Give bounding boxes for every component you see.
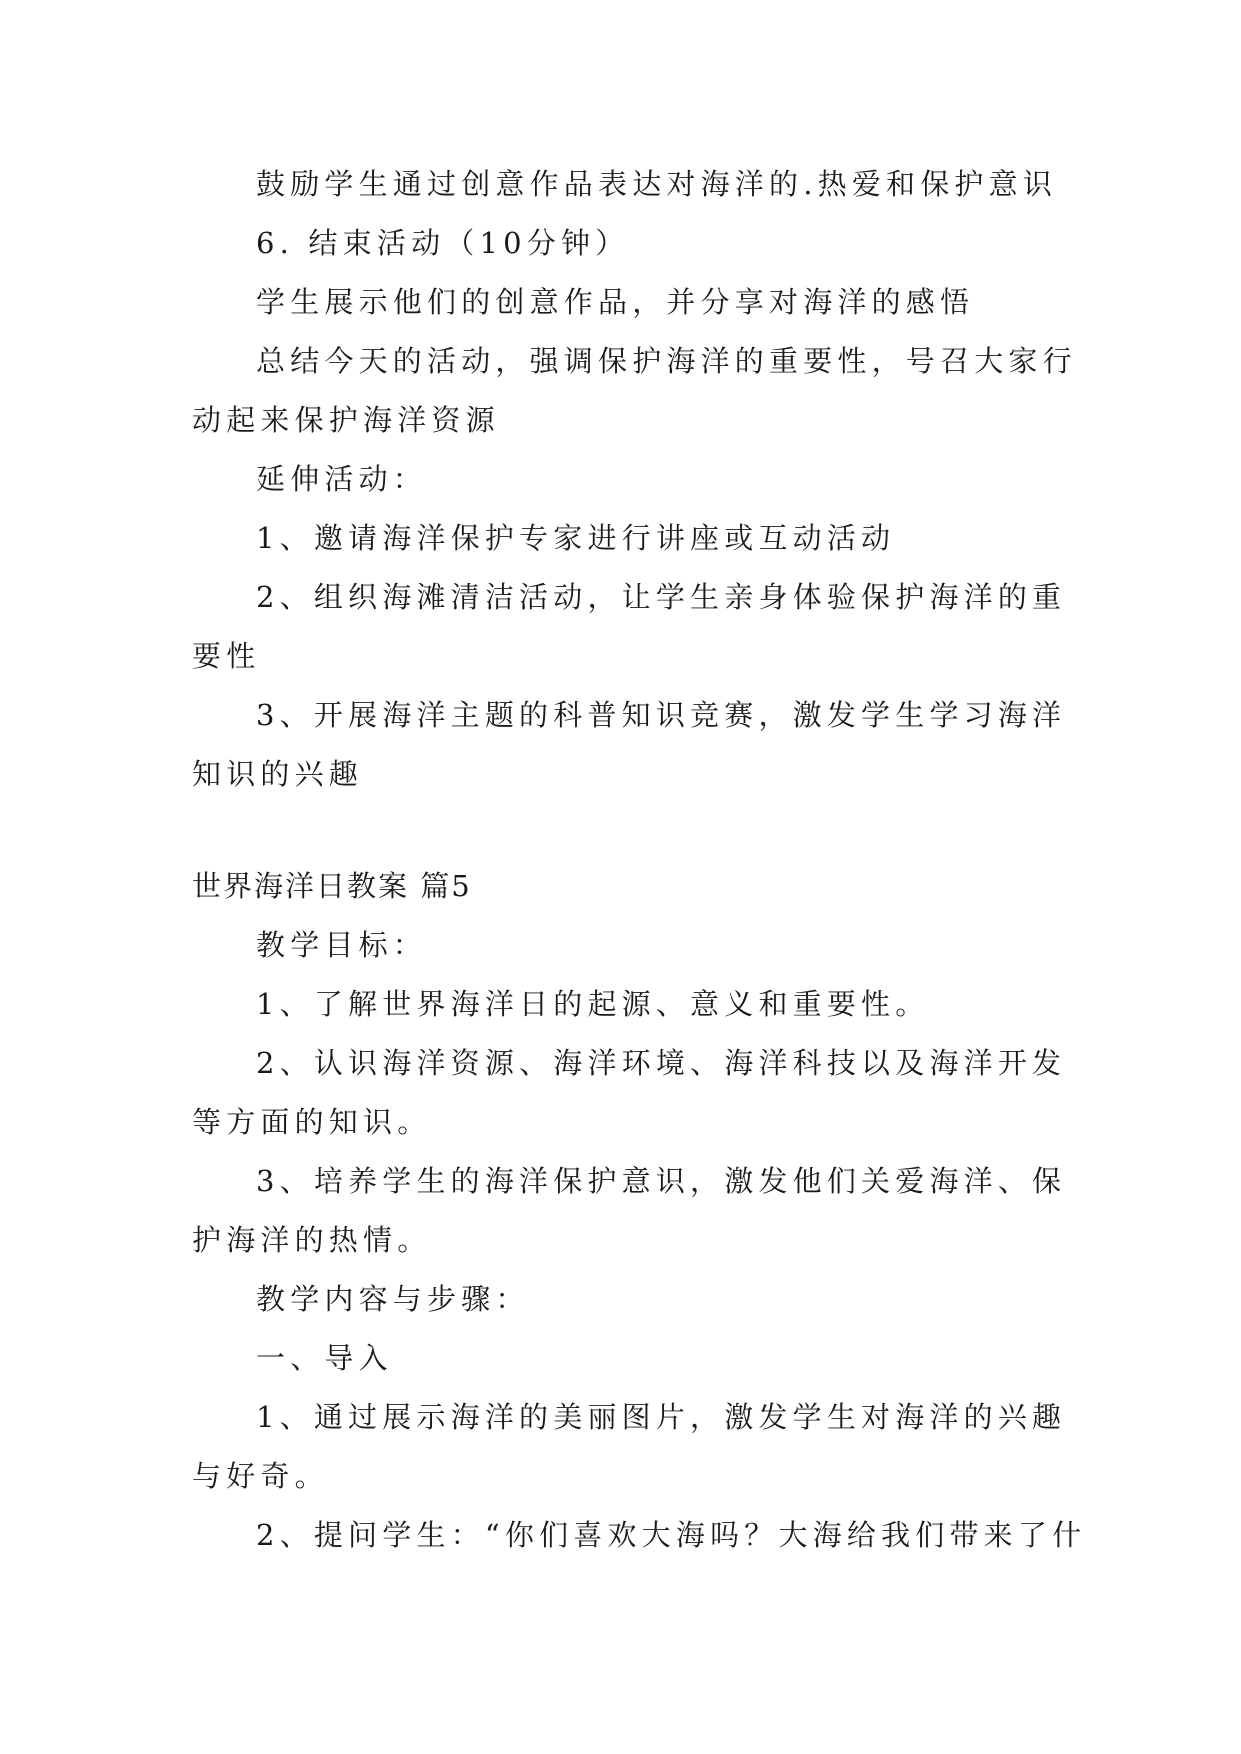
list-item-continuation: 知识的兴趣 <box>192 757 364 791</box>
list-item: 2、认识海洋资源、海洋环境、海洋科技以及海洋开发 <box>256 1046 1067 1080</box>
paragraph-line: 总结今天的活动，强调保护海洋的重要性，号召大家行 <box>256 344 1077 378</box>
list-item-continuation: 要性 <box>192 639 261 673</box>
list-item: 1、通过展示海洋的美丽图片，激发学生对海洋的兴趣 <box>256 1400 1067 1434</box>
list-item: 1、邀请海洋保护专家进行讲座或互动活动 <box>256 521 896 555</box>
subheading-intro: 一、导入 <box>256 1341 393 1375</box>
subheading-content: 教学内容与步骤： <box>256 1282 530 1316</box>
section-step-6: 6. 结束活动（10分钟） <box>256 226 630 260</box>
subheading-extension: 延伸活动： <box>256 462 428 496</box>
list-item: 3、开展海洋主题的科普知识竞赛，激发学生学习海洋 <box>256 698 1067 732</box>
subheading-objectives: 教学目标： <box>256 928 428 962</box>
list-item-continuation: 护海洋的热情。 <box>192 1223 432 1257</box>
list-item: 3、培养学生的海洋保护意识，激发他们关爱海洋、保 <box>256 1164 1067 1198</box>
list-item-continuation: 与好奇。 <box>192 1459 329 1493</box>
list-item: 2、组织海滩清洁活动，让学生亲身体验保护海洋的重 <box>256 580 1067 614</box>
list-item: 1、了解世界海洋日的起源、意义和重要性。 <box>256 987 930 1021</box>
list-item: 2、提问学生：“你们喜欢大海吗？大海给我们带来了什 <box>256 1518 1087 1552</box>
paragraph-line: 学生展示他们的创意作品，并分享对海洋的感悟 <box>256 285 975 319</box>
section-heading: 世界海洋日教案 篇5 <box>192 869 472 903</box>
paragraph-line: 动起来保护海洋资源 <box>192 403 500 437</box>
list-item-continuation: 等方面的知识。 <box>192 1105 432 1139</box>
paragraph-line: 鼓励学生通过创意作品表达对海洋的.热爱和保护意识 <box>256 167 1058 201</box>
